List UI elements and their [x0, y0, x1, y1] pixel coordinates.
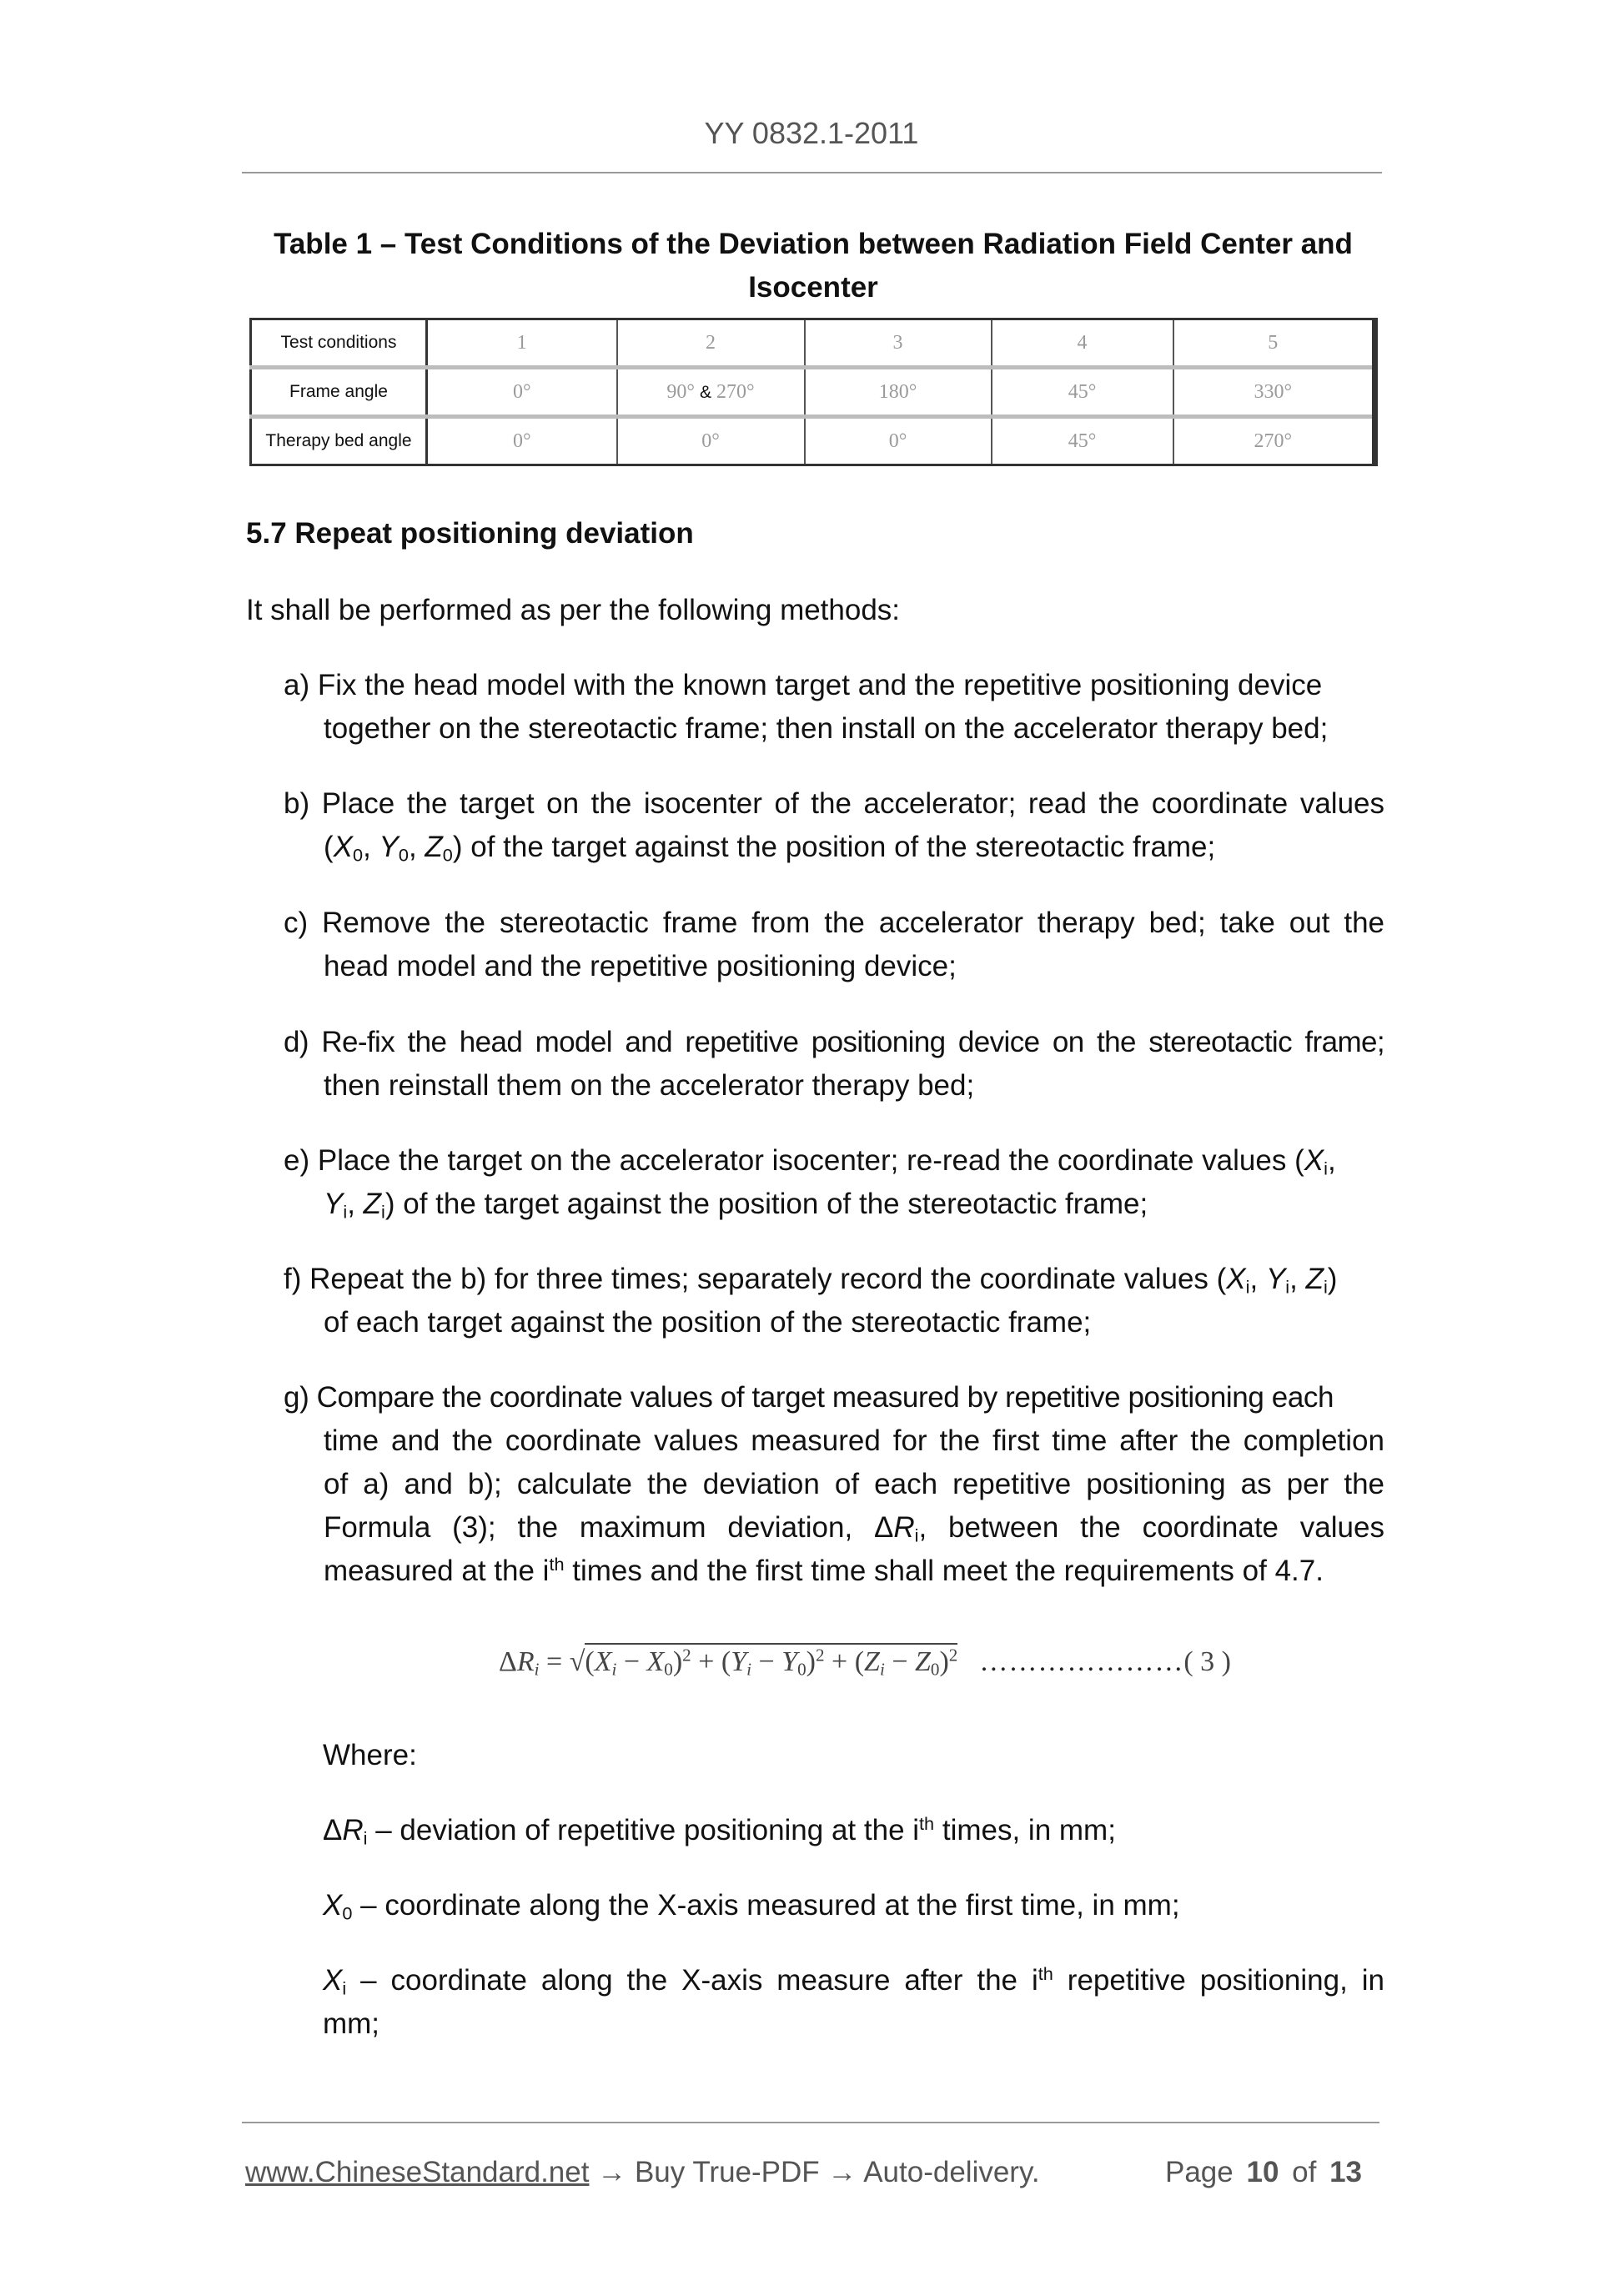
table-title-line-1: Table 1 – Test Conditions of the Deviation between Radiation Field Center and — [274, 228, 1353, 260]
item-f-line-1: f) Repeat the b) for three times; separately record the coordinate values ($X_i$, $Y_i$, $Z_i$) — [284, 1263, 1338, 1298]
test-conditions-table — [249, 318, 1378, 466]
page-label: Page — [1165, 2156, 1234, 2188]
table-cell: 4 — [992, 319, 1173, 368]
table-cell: 330° — [1173, 368, 1375, 417]
formula-lhs: $\Delta R_i = √(X_i - X_0)^2 + (Y_i - Y_0)^2 + (Z_i - Z_0)^2$ — [499, 1646, 957, 1677]
item-g-line-2: time and the coordinate values measured for the first time after the completion — [324, 1424, 1384, 1457]
item-a-text-1: a) Fix the head model with the known target and the repetitive positioning device — [284, 669, 1323, 701]
item-g-line-4: Formula (3); the maximum deviation, $\Delta R_i$, between the coordinate values — [324, 1511, 1384, 1546]
document-id-header: YY 0832.1-2011 — [704, 116, 919, 150]
table-title-line-2: Isocenter — [748, 271, 878, 304]
table-cell: 45° — [992, 417, 1173, 465]
item-f-text-1: f) Repeat the b) for three times; separately record the coordinate values ( — [284, 1263, 1227, 1295]
table-cell: 3 — [805, 319, 992, 368]
item-e-line-2: $Y_i$, $Z_i$) of the target against the position of the stereotactic frame; — [324, 1188, 1148, 1223]
def-text: – deviation of repetitive positioning at the i — [367, 1814, 920, 1846]
item-b-line-2: ($X_0$, $Y_0$, $Z_0$) of the target against the position of the stereotactic frame; — [324, 831, 1216, 866]
formula-leader-dots: ………………… — [979, 1646, 1184, 1677]
formula-number: ( 3 ) — [1183, 1646, 1231, 1677]
where-def-delta-r: $\Delta R_i$ – deviation of repetitive positioning at the $i^{th}$ times, in mm; — [323, 1813, 1116, 1849]
item-f-line-2: of each target against the position of the stereotactic frame; — [324, 1306, 1092, 1339]
item-g-text-4b: , between the coordinate values — [918, 1511, 1384, 1544]
table-cell: 5 — [1173, 319, 1375, 368]
item-c-line-2: head model and the repetitive positioning device; — [324, 950, 957, 982]
item-g-line-5: measured at the $i^{th}$ times and the first time shall meet the requirements of 4.7. — [324, 1554, 1324, 1587]
table-cell: 0° — [427, 417, 617, 465]
table-cell: 90° & 270° — [617, 368, 805, 417]
def-text: – coordinate along the X-axis measure after the i — [346, 1964, 1038, 1997]
formula-3 — [499, 1641, 1231, 1683]
item-e-text-1: e) Place the target on the accelerator isocenter; re-read the coordinate values ( — [284, 1144, 1304, 1177]
row-header-frame-angle: Frame angle — [251, 368, 427, 417]
item-g-line-1: g) Compare the coordinate values of target measured by repetitive positioning each — [284, 1381, 1334, 1414]
section-intro: It shall be performed as per the following methods: — [246, 594, 901, 626]
table-cell: 0° — [427, 368, 617, 417]
table-cell: 180° — [805, 368, 992, 417]
of-label: of — [1292, 2156, 1317, 2188]
table-cell: 270° — [1173, 417, 1375, 465]
page-indicator — [1165, 2154, 1362, 2191]
where-def-xi: $X_i$ – coordinate along the X-axis measure after the $i^{th}$ repetitive positioning, in — [323, 1963, 1384, 1999]
item-e-line-1: e) Place the target on the accelerator isocenter; re-read the coordinate values ($X_i$, — [284, 1144, 1336, 1179]
table-cell: 0° — [617, 417, 805, 465]
row-header-therapy-bed-angle: Therapy bed angle — [251, 417, 427, 465]
item-b-text-2: ) of the target against the position of the stereotactic frame; — [452, 831, 1216, 863]
item-d-line-2: then reinstall them on the accelerator therapy bed; — [324, 1069, 975, 1102]
chinesestandard-link[interactable]: www.ChineseStandard.net — [245, 2156, 590, 2188]
item-g-text-4a: Formula (3); the maximum deviation, — [324, 1511, 874, 1544]
item-b-line-1: b) Place the target on the isocenter of the accelerator; read the coordinate values — [284, 787, 1384, 820]
auto-delivery-text: Auto-delivery. — [863, 2156, 1040, 2188]
item-e-text-2: ) of the target against the position of the stereotactic frame; — [384, 1188, 1148, 1220]
item-g-text-5b: times and the first time shall meet the requirements of 4.7. — [564, 1555, 1324, 1587]
footer-divider — [242, 2122, 1379, 2123]
table-cell: 1 — [427, 319, 617, 368]
item-g-line-3: of a) and b); calculate the deviation of each repetitive positioning as per the — [324, 1468, 1384, 1500]
table-row — [251, 368, 1375, 417]
item-d-line-1: d) Re-fix the head model and repetitive positioning device on the stereotactic frame; — [284, 1026, 1384, 1058]
table-row — [251, 417, 1375, 465]
footer-left — [245, 2154, 1040, 2191]
buy-true-pdf-text: Buy True-PDF — [634, 2156, 820, 2188]
ampersand: & — [699, 382, 711, 402]
row-header-test-conditions: Test conditions — [251, 319, 427, 368]
table-cell: 0° — [805, 417, 992, 465]
item-a-line-1 — [284, 667, 1384, 704]
where-def-x0: $X_0$ – coordinate along the X-axis measured at the first time, in mm; — [323, 1889, 1180, 1924]
current-page: 10 — [1246, 2156, 1279, 2188]
def-text: repetitive positioning, in — [1053, 1964, 1384, 1997]
table-cell: 2 — [617, 319, 805, 368]
arrow-right-icon: → — [597, 2156, 627, 2188]
section-heading: 5.7 Repeat positioning deviation — [246, 517, 694, 550]
where-def-xi-cont: mm; — [323, 2007, 380, 2040]
header-divider — [242, 172, 1382, 173]
table-cell: 45° — [992, 368, 1173, 417]
where-label: Where: — [323, 1739, 417, 1771]
item-g-text-5a: measured at the i — [324, 1555, 550, 1587]
total-pages: 13 — [1329, 2156, 1363, 2188]
item-a-line-2: together on the stereotactic frame; then install on the accelerator therapy bed; — [324, 712, 1329, 745]
arrow-right-icon: → — [827, 2156, 857, 2188]
def-text: times, in mm; — [934, 1814, 1116, 1846]
table-row — [251, 319, 1375, 368]
def-text: – coordinate along the X-axis measured at the first time, in mm; — [352, 1889, 1180, 1922]
item-c-line-1: c) Remove the stereotactic frame from the accelerator therapy bed; take out the — [284, 907, 1384, 939]
